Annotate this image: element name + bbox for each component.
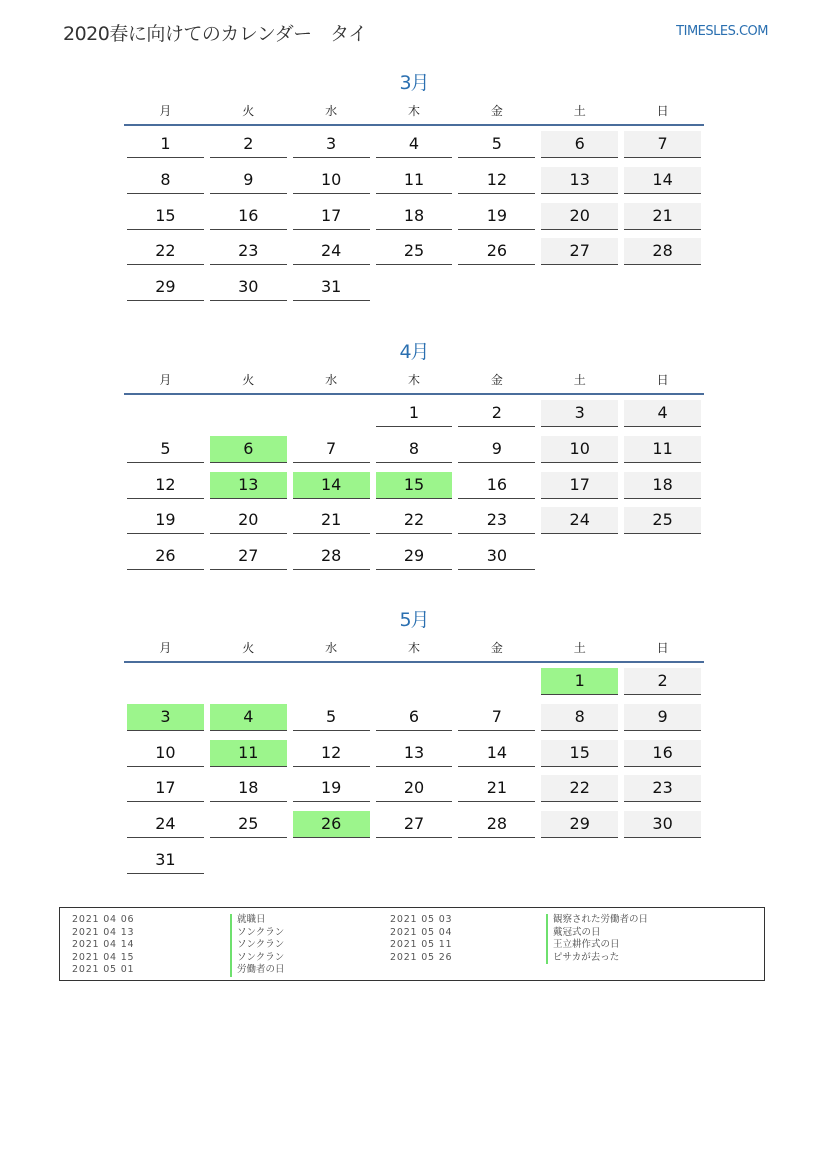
weekend-day: 10 xyxy=(541,436,618,463)
weekend-day: 6 xyxy=(541,131,618,158)
day-cell xyxy=(207,126,290,162)
day-number: 9 xyxy=(458,436,535,463)
empty-day xyxy=(458,668,535,694)
day-cell xyxy=(373,663,456,699)
day-cell xyxy=(455,395,538,431)
weekend-day: 20 xyxy=(541,203,618,230)
day-cell xyxy=(124,842,207,878)
day-number: 16 xyxy=(210,203,287,230)
day-cell xyxy=(207,198,290,234)
weekday-label: 金 xyxy=(490,373,503,387)
holiday-day: 6 xyxy=(210,436,287,463)
day-number: 25 xyxy=(376,238,453,265)
day-number: 8 xyxy=(127,167,204,194)
day-number: 1 xyxy=(376,400,453,427)
day-cell xyxy=(455,699,538,735)
weekday-label: 月 xyxy=(159,641,172,655)
weekend-day: 7 xyxy=(624,131,701,158)
day-cell xyxy=(290,842,373,878)
site-logo[interactable]: TIMESLES.COM xyxy=(676,24,768,39)
weekday-label: 日 xyxy=(656,104,669,118)
day-cell xyxy=(290,198,373,234)
weekday-header xyxy=(124,98,704,126)
holiday-day: 13 xyxy=(210,472,287,499)
day-cell xyxy=(207,663,290,699)
day-number: 30 xyxy=(458,543,535,570)
day-number: 7 xyxy=(293,436,370,463)
day-cell xyxy=(373,126,456,162)
day-cell xyxy=(207,431,290,467)
day-cell xyxy=(207,735,290,771)
weekend-day: 3 xyxy=(541,400,618,427)
weekend-day: 28 xyxy=(624,238,701,265)
day-cell xyxy=(373,233,456,269)
day-cell xyxy=(621,467,704,503)
weekday-label: 土 xyxy=(573,641,586,655)
legend-holiday-name: 就職日 xyxy=(230,914,285,927)
holiday-day: 11 xyxy=(210,740,287,767)
weekend-day: 17 xyxy=(541,472,618,499)
weekday-header xyxy=(124,367,704,395)
day-number: 23 xyxy=(458,507,535,534)
day-cell xyxy=(621,431,704,467)
day-cell xyxy=(621,162,704,198)
week-row xyxy=(124,699,704,735)
day-cell xyxy=(455,663,538,699)
day-number: 15 xyxy=(127,203,204,230)
weekend-day: 11 xyxy=(624,436,701,463)
legend-dates-left xyxy=(72,914,134,977)
day-cell xyxy=(290,502,373,538)
weekend-day: 30 xyxy=(624,811,701,838)
day-cell xyxy=(538,269,621,305)
day-number: 4 xyxy=(376,131,453,158)
month-title: 3月 xyxy=(399,72,429,94)
day-cell xyxy=(124,431,207,467)
weekday-label: 火 xyxy=(242,641,255,655)
day-cell xyxy=(538,842,621,878)
day-cell xyxy=(124,233,207,269)
day-number: 19 xyxy=(458,203,535,230)
legend-holiday-name: 戴冠式の日 xyxy=(546,927,648,940)
day-cell xyxy=(124,735,207,771)
day-cell xyxy=(621,538,704,574)
day-cell xyxy=(538,735,621,771)
day-cell xyxy=(207,269,290,305)
day-number: 23 xyxy=(210,238,287,265)
day-cell xyxy=(290,233,373,269)
day-cell xyxy=(538,198,621,234)
day-cell xyxy=(455,269,538,305)
day-number: 24 xyxy=(293,238,370,265)
weekend-day: 29 xyxy=(541,811,618,838)
legend-dates-right xyxy=(390,914,452,964)
day-cell xyxy=(124,126,207,162)
day-number: 19 xyxy=(127,507,204,534)
week-row xyxy=(124,538,704,574)
weekday-label: 月 xyxy=(159,373,172,387)
day-cell xyxy=(455,770,538,806)
day-cell xyxy=(621,198,704,234)
day-number: 22 xyxy=(127,238,204,265)
day-cell xyxy=(124,538,207,574)
day-number: 2 xyxy=(458,400,535,427)
day-cell xyxy=(290,395,373,431)
week-row xyxy=(124,269,704,305)
empty-day xyxy=(624,543,701,569)
weekday-label: 火 xyxy=(242,373,255,387)
empty-day xyxy=(624,847,701,873)
week-row xyxy=(124,126,704,162)
legend-date: 2021 04 06 xyxy=(72,914,135,925)
weekday-label: 水 xyxy=(325,373,338,387)
week-row xyxy=(124,198,704,234)
weekend-day: 4 xyxy=(624,400,701,427)
weekend-day: 15 xyxy=(541,740,618,767)
weekend-day: 18 xyxy=(624,472,701,499)
day-cell xyxy=(621,663,704,699)
day-number: 26 xyxy=(127,543,204,570)
day-cell xyxy=(290,770,373,806)
day-number: 18 xyxy=(210,775,287,802)
page-title: 2020春に向けてのカレンダー タイ xyxy=(63,23,367,45)
day-cell xyxy=(455,538,538,574)
day-cell xyxy=(538,431,621,467)
day-number: 12 xyxy=(127,472,204,499)
day-cell xyxy=(538,233,621,269)
day-number: 7 xyxy=(458,704,535,731)
month-title: 5月 xyxy=(399,609,429,631)
day-cell xyxy=(124,467,207,503)
day-cell xyxy=(290,162,373,198)
week-row xyxy=(124,735,704,771)
weekend-day: 14 xyxy=(624,167,701,194)
day-cell xyxy=(124,699,207,735)
weekend-day: 8 xyxy=(541,704,618,731)
day-cell xyxy=(290,467,373,503)
week-row xyxy=(124,502,704,538)
legend-date: 2021 04 13 xyxy=(72,926,135,938)
weekday-label: 水 xyxy=(325,104,338,118)
day-number: 27 xyxy=(376,811,453,838)
empty-day xyxy=(293,400,370,426)
day-cell xyxy=(124,770,207,806)
day-cell xyxy=(538,538,621,574)
weekday-label: 土 xyxy=(573,104,586,118)
day-number: 13 xyxy=(376,740,453,767)
weekday-label: 木 xyxy=(408,641,421,655)
empty-day xyxy=(376,274,453,300)
day-cell xyxy=(290,806,373,842)
day-number: 10 xyxy=(127,740,204,767)
day-cell xyxy=(538,126,621,162)
week-row xyxy=(124,162,704,198)
weekday-header xyxy=(124,635,704,663)
weekday-label: 木 xyxy=(408,104,421,118)
weekend-day: 27 xyxy=(541,238,618,265)
day-cell xyxy=(290,538,373,574)
day-cell xyxy=(373,269,456,305)
weekend-day: 21 xyxy=(624,203,701,230)
day-number: 19 xyxy=(293,775,370,802)
empty-day xyxy=(376,668,453,694)
holiday-day: 3 xyxy=(127,704,204,731)
day-cell xyxy=(621,233,704,269)
empty-day xyxy=(541,543,618,569)
day-cell xyxy=(455,842,538,878)
day-cell xyxy=(373,467,456,503)
day-cell xyxy=(373,806,456,842)
day-number: 17 xyxy=(127,775,204,802)
legend-date: 2021 05 03 xyxy=(390,914,453,925)
day-cell xyxy=(207,806,290,842)
day-number: 1 xyxy=(127,131,204,158)
day-cell xyxy=(373,502,456,538)
empty-day xyxy=(127,668,204,694)
empty-day xyxy=(458,847,535,873)
day-cell xyxy=(455,198,538,234)
weekend-day: 22 xyxy=(541,775,618,802)
empty-day xyxy=(376,847,453,873)
day-cell xyxy=(207,699,290,735)
legend-names-right xyxy=(546,914,648,964)
legend-holiday-name: ピサカが去った xyxy=(546,952,648,965)
day-cell xyxy=(373,198,456,234)
day-cell xyxy=(373,431,456,467)
day-number: 20 xyxy=(376,775,453,802)
weekday-label: 日 xyxy=(656,373,669,387)
day-number: 25 xyxy=(210,811,287,838)
day-number: 26 xyxy=(458,238,535,265)
day-cell xyxy=(621,735,704,771)
weekend-day: 24 xyxy=(541,507,618,534)
day-cell xyxy=(207,162,290,198)
day-cell xyxy=(290,269,373,305)
holiday-day: 1 xyxy=(541,668,618,695)
weekday-label: 日 xyxy=(656,641,669,655)
legend-holiday-name: ソンクラン xyxy=(230,939,285,952)
day-cell xyxy=(373,770,456,806)
day-number: 5 xyxy=(458,131,535,158)
day-cell xyxy=(207,842,290,878)
day-cell xyxy=(538,663,621,699)
weekend-day: 2 xyxy=(624,668,701,695)
legend-date: 2021 05 11 xyxy=(390,939,453,950)
day-number: 11 xyxy=(376,167,453,194)
day-cell xyxy=(290,663,373,699)
week-row xyxy=(124,806,704,842)
day-number: 3 xyxy=(293,131,370,158)
holiday-legend xyxy=(59,907,765,981)
week-row xyxy=(124,233,704,269)
day-number: 27 xyxy=(210,543,287,570)
day-cell xyxy=(538,699,621,735)
legend-holiday-name: ソンクラン xyxy=(230,952,285,965)
day-cell xyxy=(621,842,704,878)
day-number: 28 xyxy=(458,811,535,838)
week-row xyxy=(124,842,704,878)
weekday-label: 木 xyxy=(408,373,421,387)
legend-date: 2021 04 15 xyxy=(72,951,135,963)
day-cell xyxy=(621,269,704,305)
day-number: 2 xyxy=(210,131,287,158)
day-number: 29 xyxy=(127,274,204,301)
legend-date: 2021 04 14 xyxy=(72,939,135,950)
empty-day xyxy=(458,274,535,300)
day-cell xyxy=(455,126,538,162)
weekday-label: 火 xyxy=(242,104,255,118)
day-number: 6 xyxy=(376,704,453,731)
day-number: 14 xyxy=(458,740,535,767)
day-number: 30 xyxy=(210,274,287,301)
day-number: 24 xyxy=(127,811,204,838)
month-block xyxy=(124,337,704,574)
weekend-day: 13 xyxy=(541,167,618,194)
day-cell xyxy=(455,431,538,467)
week-row xyxy=(124,770,704,806)
day-number: 5 xyxy=(293,704,370,731)
weekend-day: 16 xyxy=(624,740,701,767)
empty-day xyxy=(210,668,287,694)
weekend-day: 25 xyxy=(624,507,701,534)
day-cell xyxy=(373,162,456,198)
day-cell xyxy=(290,699,373,735)
day-cell xyxy=(621,395,704,431)
legend-holiday-name: 観察された労働者の日 xyxy=(546,914,648,927)
week-row xyxy=(124,467,704,503)
day-cell xyxy=(207,233,290,269)
day-cell xyxy=(373,735,456,771)
legend-date: 2021 05 01 xyxy=(72,964,135,975)
day-cell xyxy=(373,842,456,878)
month-block xyxy=(124,605,704,878)
day-number: 8 xyxy=(376,436,453,463)
day-cell xyxy=(207,538,290,574)
day-cell xyxy=(538,395,621,431)
empty-day xyxy=(624,274,701,300)
empty-day xyxy=(127,400,204,426)
day-number: 17 xyxy=(293,203,370,230)
day-number: 20 xyxy=(210,507,287,534)
empty-day xyxy=(293,668,370,694)
week-row xyxy=(124,395,704,431)
holiday-day: 15 xyxy=(376,472,453,499)
day-cell xyxy=(455,806,538,842)
day-cell xyxy=(621,502,704,538)
month-title: 4月 xyxy=(399,341,429,363)
day-cell xyxy=(207,502,290,538)
day-number: 12 xyxy=(458,167,535,194)
day-cell xyxy=(538,162,621,198)
month-block xyxy=(124,68,704,305)
day-cell xyxy=(538,502,621,538)
legend-names-left xyxy=(230,914,285,977)
day-cell xyxy=(124,806,207,842)
empty-day xyxy=(210,847,287,873)
legend-holiday-name: 労働者の日 xyxy=(230,964,285,977)
day-cell xyxy=(455,233,538,269)
legend-holiday-name: 王立耕作式の日 xyxy=(546,939,648,952)
day-cell xyxy=(621,770,704,806)
weekend-day: 23 xyxy=(624,775,701,802)
day-number: 31 xyxy=(293,274,370,301)
day-number: 12 xyxy=(293,740,370,767)
day-number: 21 xyxy=(458,775,535,802)
day-cell xyxy=(621,806,704,842)
empty-day xyxy=(541,274,618,300)
day-cell xyxy=(124,162,207,198)
day-number: 18 xyxy=(376,203,453,230)
day-number: 29 xyxy=(376,543,453,570)
weekday-label: 水 xyxy=(325,641,338,655)
day-cell xyxy=(373,395,456,431)
day-cell xyxy=(621,699,704,735)
day-number: 21 xyxy=(293,507,370,534)
day-number: 16 xyxy=(458,472,535,499)
day-number: 10 xyxy=(293,167,370,194)
day-cell xyxy=(207,467,290,503)
day-cell xyxy=(124,269,207,305)
day-cell xyxy=(455,735,538,771)
day-cell xyxy=(373,699,456,735)
weekday-label: 月 xyxy=(159,104,172,118)
weekday-label: 金 xyxy=(490,641,503,655)
day-cell xyxy=(538,806,621,842)
day-cell xyxy=(207,395,290,431)
day-cell xyxy=(124,502,207,538)
weekday-label: 土 xyxy=(573,373,586,387)
day-cell xyxy=(455,502,538,538)
day-cell xyxy=(124,663,207,699)
day-cell xyxy=(124,395,207,431)
day-number: 22 xyxy=(376,507,453,534)
empty-day xyxy=(210,400,287,426)
week-row xyxy=(124,663,704,699)
day-cell xyxy=(290,431,373,467)
holiday-day: 26 xyxy=(293,811,370,838)
day-cell xyxy=(290,126,373,162)
day-cell xyxy=(290,735,373,771)
empty-day xyxy=(293,847,370,873)
day-number: 28 xyxy=(293,543,370,570)
legend-date: 2021 05 26 xyxy=(390,951,453,963)
day-cell xyxy=(538,467,621,503)
day-number: 5 xyxy=(127,436,204,463)
day-number: 31 xyxy=(127,847,204,874)
weekday-label: 金 xyxy=(490,104,503,118)
day-cell xyxy=(455,162,538,198)
day-number: 9 xyxy=(210,167,287,194)
holiday-day: 4 xyxy=(210,704,287,731)
empty-day xyxy=(541,847,618,873)
day-cell xyxy=(207,770,290,806)
weekend-day: 9 xyxy=(624,704,701,731)
legend-holiday-name: ソンクラン xyxy=(230,927,285,940)
holiday-day: 14 xyxy=(293,472,370,499)
day-cell xyxy=(538,770,621,806)
legend-date: 2021 05 04 xyxy=(390,926,453,938)
day-cell xyxy=(455,467,538,503)
day-cell xyxy=(124,198,207,234)
day-cell xyxy=(621,126,704,162)
day-cell xyxy=(373,538,456,574)
week-row xyxy=(124,431,704,467)
